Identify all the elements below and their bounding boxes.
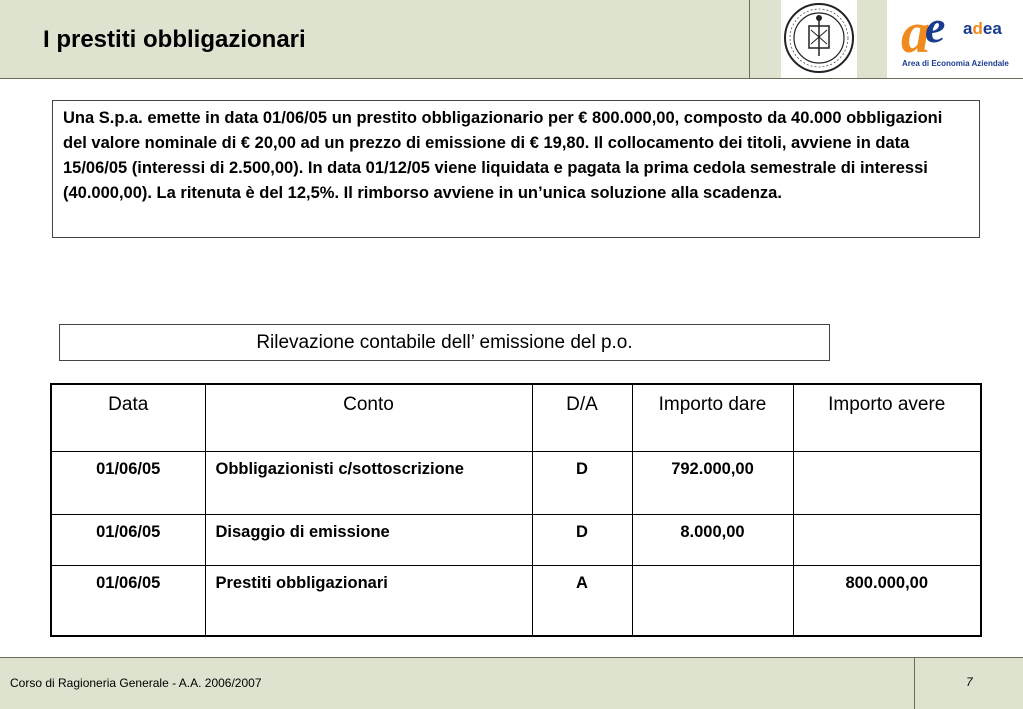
cell-da: A bbox=[532, 566, 632, 636]
logo-wordmark-a: a bbox=[963, 19, 973, 38]
cell-conto: Disaggio di emissione bbox=[205, 515, 532, 566]
header-da: D/A bbox=[532, 384, 632, 452]
cell-da: D bbox=[532, 515, 632, 566]
cell-data: 01/06/05 bbox=[51, 452, 205, 515]
table-header-row bbox=[51, 384, 981, 452]
header-data: Data bbox=[51, 384, 205, 452]
header-importo-avere: Importo avere bbox=[793, 384, 981, 452]
header-bar bbox=[0, 0, 1023, 79]
logo-wordmark-d: d bbox=[972, 19, 983, 38]
cell-da: D bbox=[532, 452, 632, 515]
cell-data: 01/06/05 bbox=[51, 566, 205, 636]
page-number: 7 bbox=[966, 675, 973, 689]
header-conto: Conto bbox=[205, 384, 532, 452]
cell-conto: Obbligazionisti c/sottoscrizione bbox=[205, 452, 532, 515]
journal-entries-table bbox=[50, 383, 982, 637]
section-title: Rilevazione contabile dell’ emissione del p.o. bbox=[59, 324, 830, 361]
cell-importo-avere bbox=[793, 515, 981, 566]
logo-wordmark bbox=[963, 19, 1002, 39]
cell-importo-dare: 8.000,00 bbox=[632, 515, 793, 566]
problem-statement: Una S.p.a. emette in data 01/06/05 un prestito obbligazionario per € 800.000,00, composto da 40.000 obbligazioni del valore nominale di € 20,00 ad un prezzo di emissione di € 19,80. Il collocamento dei titoli, avviene in data 15/06/05 (interessi di 2.500,00). In data 01/12/05 viene liquidata e pagata la prima cedola semestrale di interessi (40.000,00). La ritenuta è del 12,5%. Il rimborso avviene in un’unica soluzione alla scadenza. bbox=[52, 100, 980, 238]
adea-logo bbox=[887, 0, 1023, 78]
header-importo-dare: Importo dare bbox=[632, 384, 793, 452]
university-seal-icon bbox=[781, 0, 857, 78]
cell-conto: Prestiti obbligazionari bbox=[205, 566, 532, 636]
cell-importo-avere bbox=[793, 452, 981, 515]
logo-letter-a: a bbox=[901, 0, 930, 65]
cell-data: 01/06/05 bbox=[51, 515, 205, 566]
footer-bar bbox=[0, 657, 1023, 709]
cell-importo-avere: 800.000,00 bbox=[793, 566, 981, 636]
footer-divider bbox=[914, 658, 915, 709]
seal-background bbox=[781, 0, 857, 78]
page-title: I prestiti obbligazionari bbox=[43, 26, 306, 53]
logo-letter-e: e bbox=[925, 1, 946, 52]
course-label: Corso di Ragioneria Generale - A.A. 2006/2007 bbox=[10, 676, 262, 690]
table-row bbox=[51, 566, 981, 636]
cell-importo-dare bbox=[632, 566, 793, 636]
seal-logo-box bbox=[749, 0, 888, 78]
table-row bbox=[51, 452, 981, 515]
cell-importo-dare: 792.000,00 bbox=[632, 452, 793, 515]
logo-subtitle: Area di Economia Aziendale bbox=[902, 59, 1009, 68]
logo-wordmark-ea: ea bbox=[982, 19, 1002, 38]
table-row bbox=[51, 515, 981, 566]
